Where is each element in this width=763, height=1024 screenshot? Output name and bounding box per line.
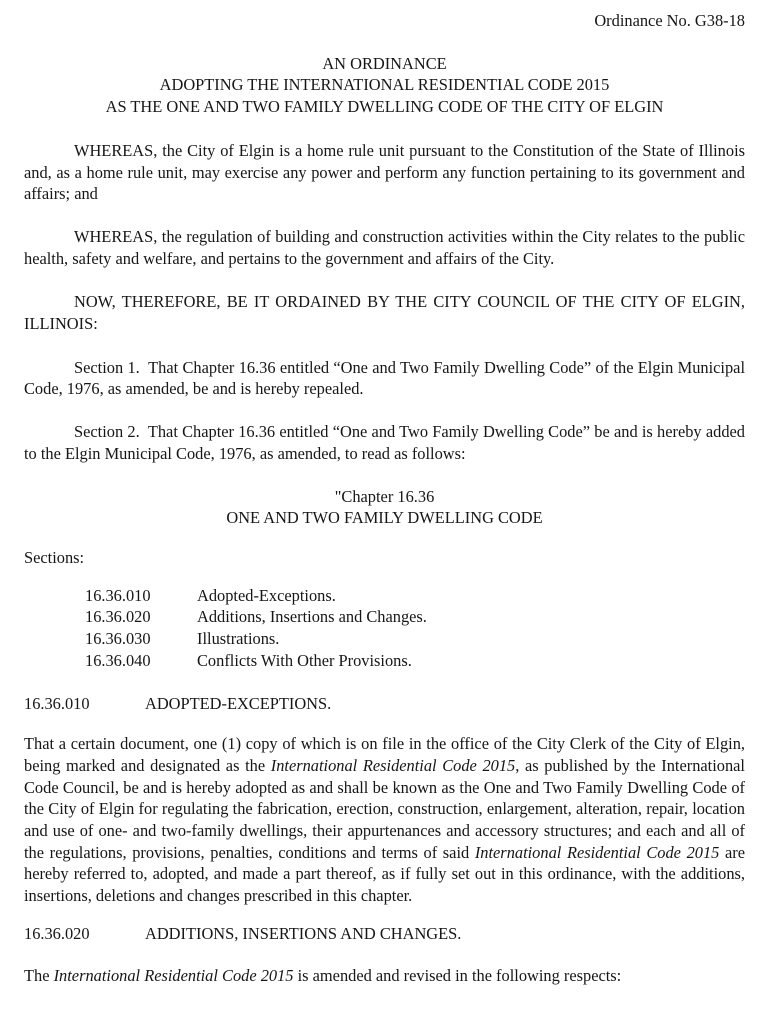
document-title bbox=[24, 53, 745, 118]
sections-label: Sections: bbox=[24, 547, 85, 567]
ordained-paragraph: NOW, THEREFORE, BE IT ORDAINED BY THE CITY COUNCIL OF THE CITY OF ELGIN, ILLINOIS: bbox=[24, 292, 745, 334]
chapter-heading-line-1: "Chapter 16.36 bbox=[334, 486, 435, 506]
section-010-number: 16.36.010 bbox=[24, 694, 90, 714]
section-020-heading bbox=[24, 923, 745, 945]
body-segment: That a certain document, one (1) copy of which is on file in the office of the City Clerk of the City of Elgin, being marked and designated as the bbox=[24, 734, 745, 775]
title-line-2: ADOPTING THE INTERNATIONAL RESIDENTIAL CODE 2015 bbox=[159, 75, 610, 95]
body-segment: The bbox=[24, 965, 54, 985]
section-020-title: ADDITIONS, INSERTIONS AND CHANGES. bbox=[145, 923, 462, 943]
toc-section-title: Illustrations. bbox=[197, 629, 280, 649]
section-010-title: ADOPTED-EXCEPTIONS. bbox=[145, 694, 332, 714]
toc-section-number: 16.36.020 bbox=[85, 607, 151, 627]
code-title-italic: International Residential Code 2015 bbox=[474, 842, 720, 862]
title-line-1: AN ORDINANCE bbox=[322, 53, 447, 73]
whereas-paragraph-2: WHEREAS, the regulation of building and construction activities within the City relates to the public health, safety and welfare, and pertains to the government and affairs of the City. bbox=[24, 226, 745, 268]
toc-section-number: 16.36.010 bbox=[85, 585, 151, 605]
section-2-paragraph: Section 2. That Chapter 16.36 entitled “One and Two Family Dwelling Code” be and is hereby added to the Elgin Municipal Code, 1976, as amended, to read as follows: bbox=[24, 422, 745, 463]
section-010-heading bbox=[24, 693, 745, 715]
section-020-number: 16.36.020 bbox=[24, 923, 90, 943]
toc-row bbox=[24, 606, 745, 628]
code-title-italic: International Residential Code 2015 bbox=[53, 965, 294, 985]
chapter-heading bbox=[24, 486, 745, 529]
toc-section-title: Additions, Insertions and Changes. bbox=[197, 607, 427, 627]
toc-section-title: Adopted-Exceptions. bbox=[197, 585, 336, 605]
section-010-body bbox=[24, 733, 745, 907]
body-segment: are hereby referred to, adopted, and made a part thereof, as if fully set out in this ordinance, with the additions, insertions, deletions and changes prescribed in this chapter. bbox=[24, 842, 746, 906]
sections-toc bbox=[24, 585, 745, 672]
toc-row bbox=[24, 585, 745, 607]
body-segment: , as published by the International Code Council, be and is hereby adopted as and shall be known as the One and Two Family Dwelling Code of the City of Elgin for regulating the fabrication, erection, construction, enlargement, alteration, repair, location and use of one- and two-family dwellings, their appurtenances and accessory structures; and each and all of the regulations, provisions, penalties, conditions and terms of said bbox=[24, 755, 745, 862]
section-1-paragraph: Section 1. That Chapter 16.36 entitled “One and Two Family Dwelling Code” of the Elgin Municipal Code, 1976, as amended, be and is hereby repealed. bbox=[24, 357, 745, 399]
chapter-heading-line-2: ONE AND TWO FAMILY DWELLING CODE bbox=[226, 508, 543, 528]
code-title-italic: International Residential Code 2015 bbox=[270, 755, 516, 775]
toc-section-title: Conflicts With Other Provisions. bbox=[197, 650, 412, 670]
ordinance-number: Ordinance No. G38-18 bbox=[594, 11, 745, 30]
toc-section-number: 16.36.030 bbox=[85, 629, 151, 649]
whereas-paragraph-1: WHEREAS, the City of Elgin is a home rule unit pursuant to the Constitution of the State of Illinois and, as a home rule unit, may exercise any power and perform any function pertaining to its government and affairs; and bbox=[24, 140, 745, 204]
section-020-body bbox=[24, 965, 745, 987]
toc-row bbox=[24, 650, 745, 672]
toc-row bbox=[24, 628, 745, 650]
body-segment: is amended and revised in the following respects: bbox=[293, 965, 622, 985]
title-line-3: AS THE ONE AND TWO FAMILY DWELLING CODE OF THE CITY OF ELGIN bbox=[105, 97, 664, 117]
toc-section-number: 16.36.040 bbox=[85, 650, 151, 670]
